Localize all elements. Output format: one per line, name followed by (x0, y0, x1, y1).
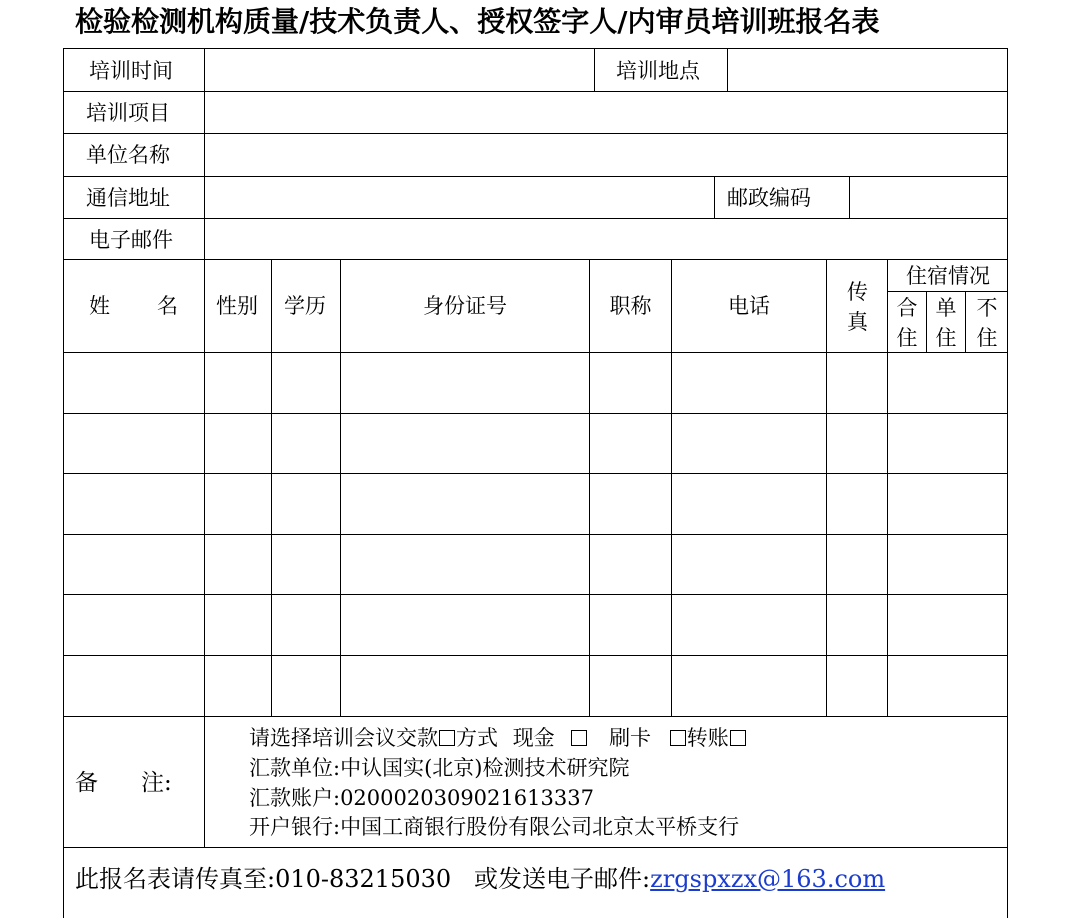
col-divider (589, 259, 590, 716)
train-time-label: 培训时间 (89, 59, 173, 83)
postcode-label: 邮政编码 (727, 186, 811, 210)
col-divider (594, 48, 595, 91)
col-fax-header: 真 (847, 310, 868, 334)
col-divider (204, 48, 205, 848)
cash-option: 现金 (512, 726, 555, 750)
lodging-none-header: 不 (976, 296, 998, 320)
address-label: 通信地址 (86, 186, 170, 210)
payment-mode: 方式 (456, 726, 498, 750)
card-option: 刷卡 (609, 726, 652, 750)
row-divider (888, 291, 1008, 292)
remarks-label: 备 (75, 770, 98, 796)
col-fax-header: 传 (847, 280, 868, 304)
col-phone-header: 电话 (728, 294, 770, 318)
col-divider (271, 259, 272, 716)
email-link[interactable]: zrgspxzx@163.com (650, 865, 886, 893)
col-education-header: 学历 (284, 294, 326, 318)
col-divider (340, 259, 341, 716)
form-title: 检验检测机构质量/技术负责人、授权签字人/内审员培训班报名表 (75, 5, 880, 38)
col-divider (671, 259, 672, 716)
lodging-single-header: 单 (935, 296, 957, 320)
transfer-checkbox[interactable] (730, 730, 746, 746)
col-name-header: 名 (157, 294, 178, 318)
col-divider (826, 259, 827, 716)
payment-method-line (249, 724, 747, 752)
train-project-label: 培训项目 (86, 101, 170, 125)
unit-name-label: 单位名称 (86, 143, 170, 167)
account-line: 汇款账户:0200020309021613337 (249, 786, 594, 810)
col-gender-header: 性别 (216, 294, 258, 318)
lodging-single-header: 住 (935, 326, 957, 350)
transfer-option: 转账 (686, 726, 729, 750)
lodging-shared-header: 住 (896, 326, 918, 350)
col-name-header: 姓 (89, 294, 110, 318)
payment-prefix: 请选择培训会议交款 (249, 726, 438, 750)
col-lodging-header: 住宿情况 (906, 264, 990, 288)
train-place-label: 培训地点 (616, 59, 700, 83)
bank-line: 开户银行:中国工商银行股份有限公司北京太平桥支行 (249, 815, 740, 839)
cash-checkbox[interactable] (571, 730, 587, 746)
lodging-none-header: 住 (976, 326, 998, 350)
lodging-shared-header: 合 (896, 296, 918, 320)
remarks-label: 注: (141, 770, 172, 796)
checkbox[interactable] (439, 730, 455, 746)
col-divider (727, 48, 728, 91)
card-checkbox[interactable] (670, 730, 686, 746)
email-label: 电子邮件 (89, 228, 173, 252)
col-divider (714, 176, 715, 218)
col-id-number-header: 身份证号 (423, 294, 507, 318)
footer-note (75, 864, 885, 894)
footer-text: 此报名表请传真至:010-83215030 或发送电子邮件: (75, 865, 651, 893)
payee-line: 汇款单位:中认国实(北京)检测技术研究院 (249, 756, 630, 780)
col-divider (849, 176, 850, 218)
col-title-header: 职称 (609, 294, 652, 318)
